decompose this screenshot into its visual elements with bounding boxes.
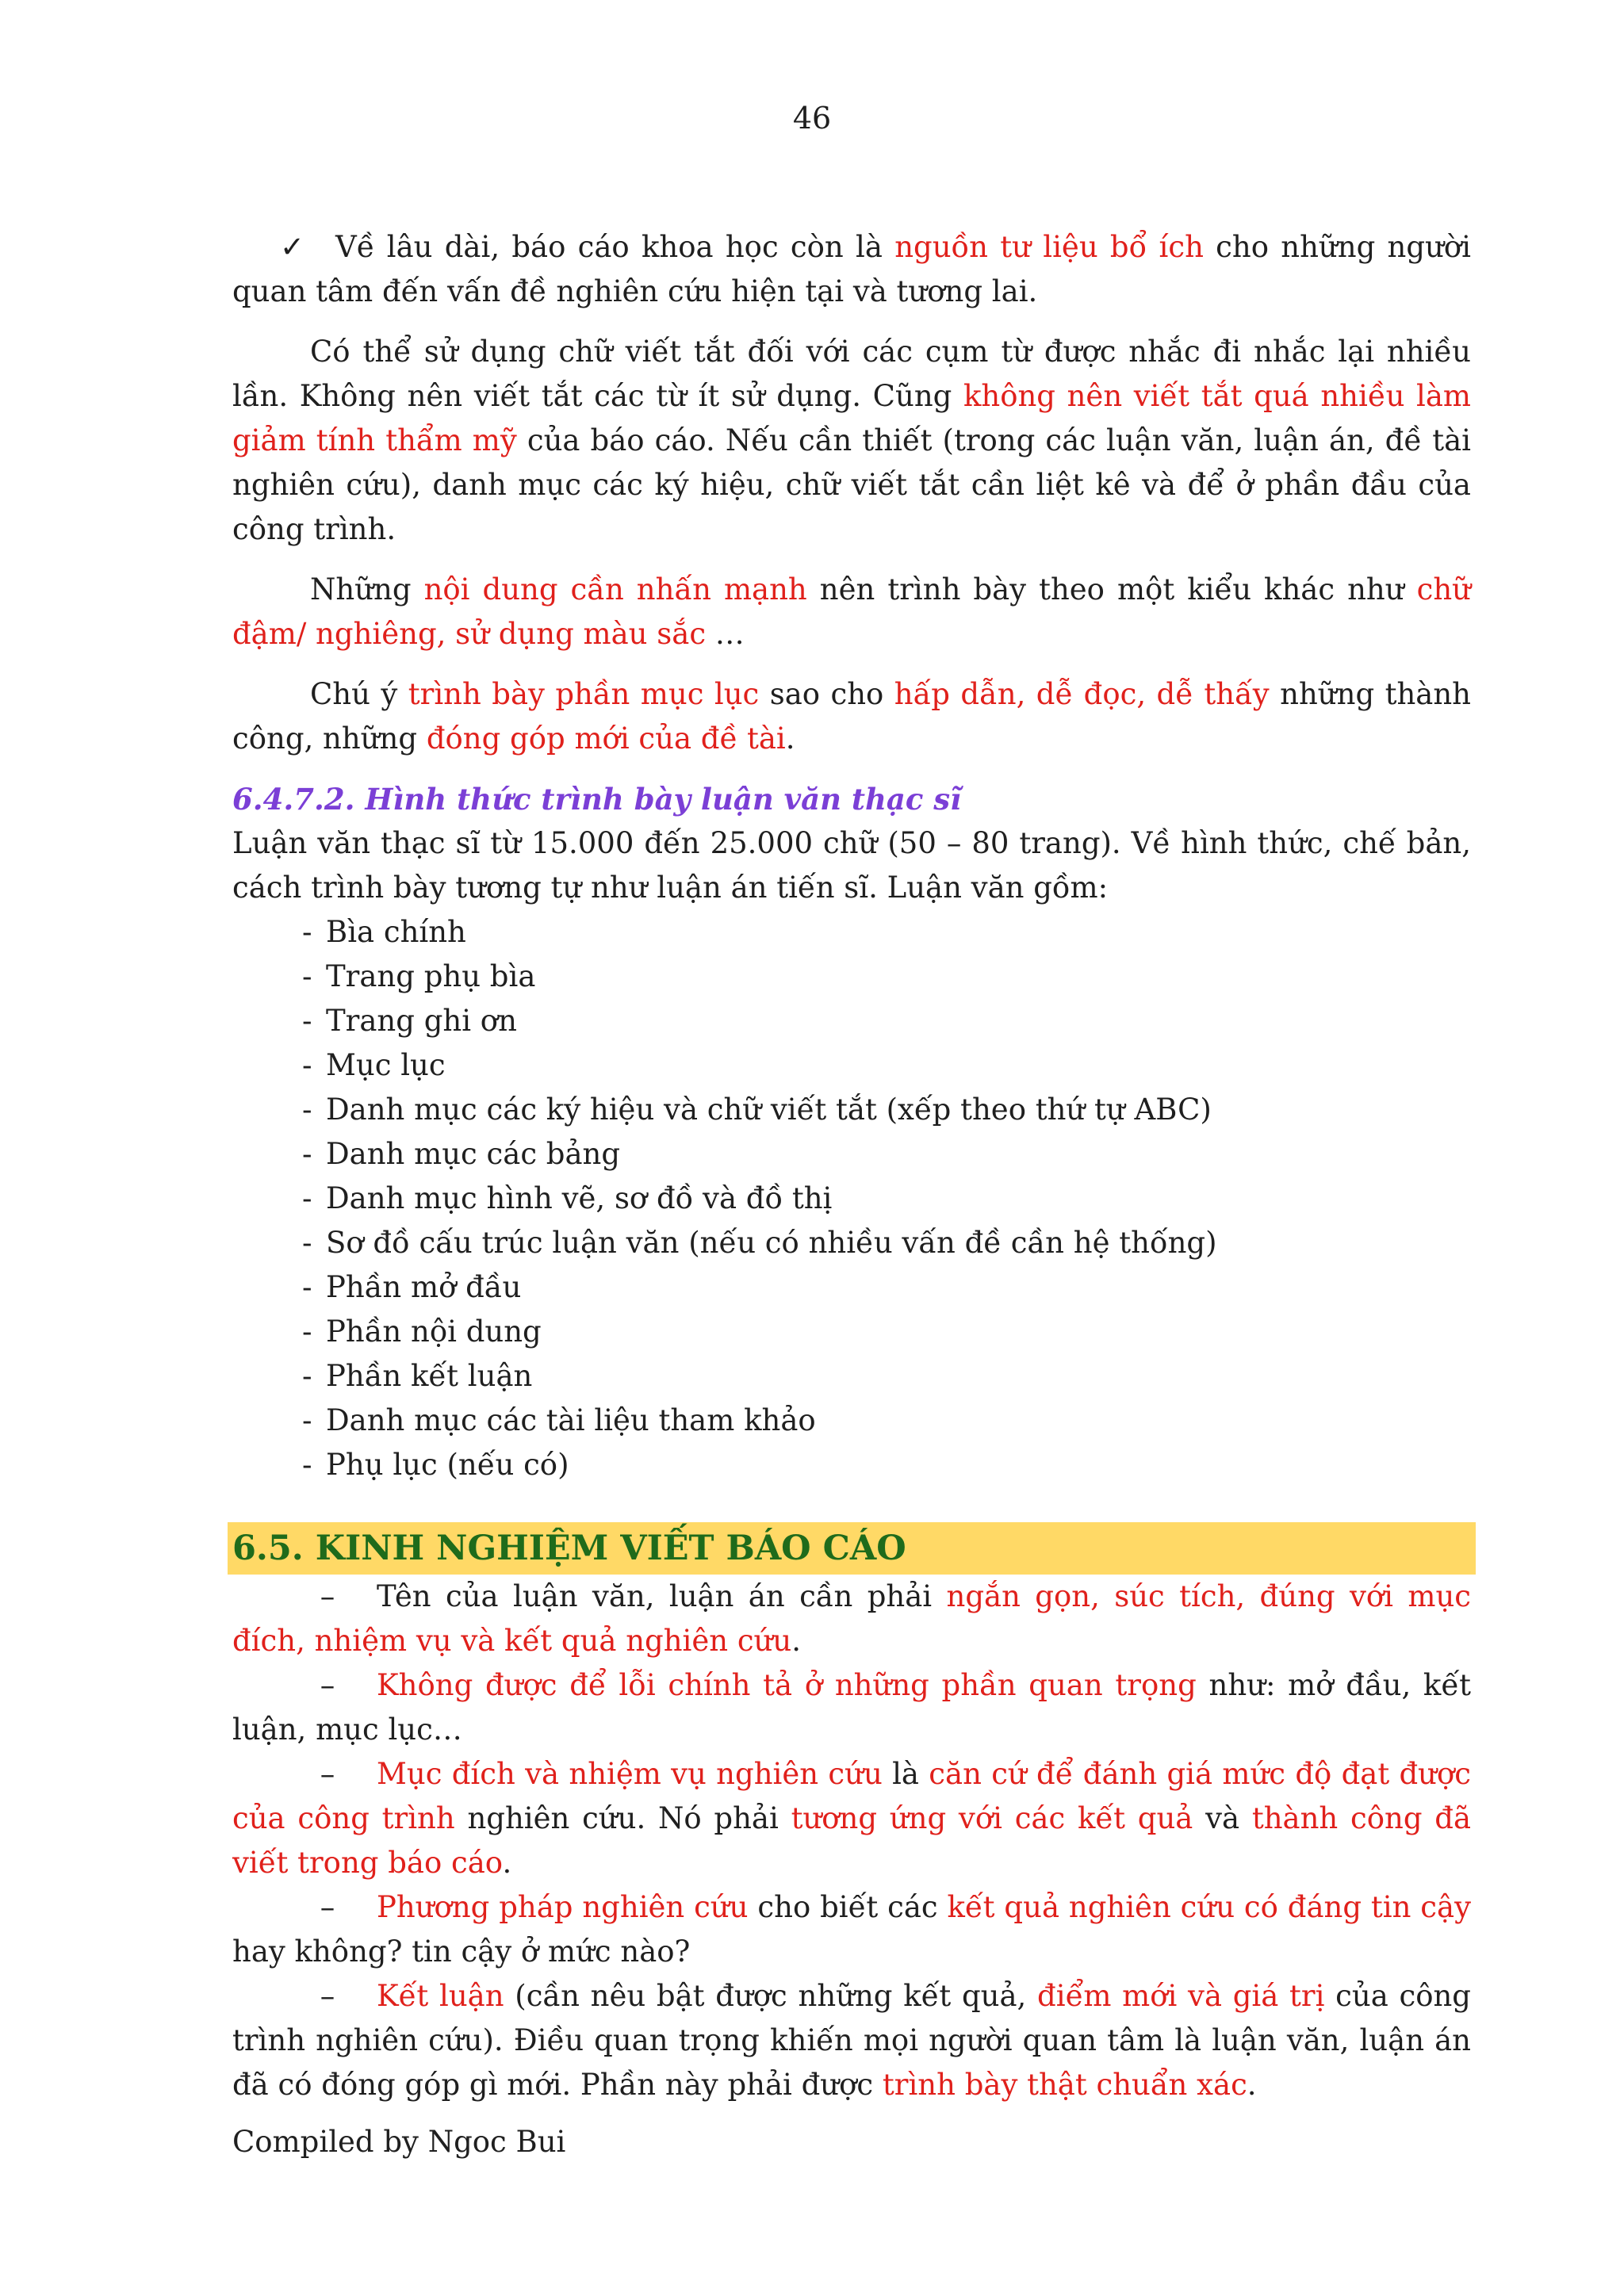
list-item [302, 1399, 1471, 1443]
highlight-span: kết quả nghiên cứu có đáng tin cậy [947, 1890, 1471, 1924]
dash-bullet: - [302, 1137, 312, 1171]
page-footer: Compiled by Ngoc Bui [232, 2125, 566, 2159]
text-span: cho những người quan tâm đến vấn đề nghiên cứu hiện tại và tương lai. [232, 230, 1472, 308]
dash-bullet: - [302, 1270, 312, 1304]
highlight-span: Kết luận [377, 1979, 504, 2013]
dash-bullet: – [320, 1890, 335, 1924]
dash-bullet: – [320, 1579, 335, 1613]
list-item [302, 999, 1471, 1043]
list-item-text: Bìa chính [326, 915, 466, 949]
dash-bullet: - [302, 1093, 312, 1127]
highlight-span: trình bày thật chuẩn xác [882, 2068, 1247, 2102]
list-item-text: Phần nội dung [326, 1314, 542, 1349]
list-item [302, 1354, 1471, 1399]
highlight-span: đóng góp mới của đề tài [426, 721, 786, 756]
section-heading: 6.5. KINH NGHIỆM VIẾT BÁO CÁO [228, 1522, 1476, 1575]
list-item [302, 1177, 1471, 1221]
highlight-span: Không được để lỗi chính tả ở những phần quan trọng [377, 1668, 1197, 1702]
experience-item [232, 1974, 1471, 2107]
highlight-span: nội dung cần nhấn mạnh [423, 572, 807, 607]
list-item-text: Danh mục các bảng [326, 1137, 621, 1171]
dash-bullet: – [320, 1757, 335, 1791]
list-item [302, 1132, 1471, 1177]
highlight-span: ngắn gọn, súc tích, đúng với mục đích, nhiệm vụ và kết quả nghiên cứu [232, 1579, 1471, 1658]
list-item-text: Mục lục [326, 1048, 446, 1082]
text-span: và [1193, 1801, 1252, 1835]
text-span: (cần nêu bật được những kết quả, [504, 1979, 1038, 2013]
dash-bullet: - [302, 1048, 312, 1082]
text-span: Có thể sử dụng chữ viết tắt đối với các cụm từ được nhắc đi nhắc lại nhiều lần. Không nên viết tắt các từ ít sử dụng. Cũng [232, 335, 1471, 413]
subsection-heading: 6.4.7.2. Hình thức trình bày luận văn thạc sĩ [232, 782, 962, 817]
experience-item [232, 1663, 1471, 1752]
dash-bullet: - [302, 1448, 312, 1482]
experience-item [232, 1885, 1471, 1974]
text-span: nên trình bày theo một kiểu khác như [806, 572, 1417, 607]
list-item [302, 1310, 1471, 1354]
text-span: những thành công, những [232, 677, 1472, 756]
highlight-span: Phương pháp nghiên cứu [377, 1890, 749, 1924]
highlight-span: Mục đích và nhiệm vụ nghiên cứu [377, 1757, 883, 1791]
abbreviation-paragraph [232, 330, 1471, 552]
text-span: hay không? tin cậy ở mức nào? [232, 1934, 691, 1969]
text-span: Về lâu dài, báo cáo khoa học còn là [335, 230, 895, 264]
list-item [302, 1221, 1471, 1265]
text-span: như: mở đầu, kết luận, mục lục… [232, 1668, 1471, 1747]
dash-bullet: - [302, 1004, 312, 1038]
text-span: cho biết các [748, 1890, 948, 1924]
text-span: sao cho [759, 677, 894, 711]
highlight-span: thành công đã viết trong báo cáo [232, 1801, 1472, 1880]
dash-bullet: – [320, 1668, 335, 1702]
list-item-text: Sơ đồ cấu trúc luận văn (nếu có nhiều vấn đề cần hệ thống) [326, 1226, 1217, 1260]
text-span: . [1247, 2068, 1257, 2102]
dash-bullet: - [302, 1403, 312, 1437]
list-item-text: Phần mở đầu [326, 1270, 522, 1304]
list-item [302, 910, 1471, 955]
list-item [302, 1265, 1471, 1310]
highlight-span: chữ đậm/ nghiêng, sử dụng màu sắc [232, 572, 1471, 651]
text-span: Những [310, 572, 424, 607]
dash-bullet: - [302, 959, 312, 993]
dash-bullet: – [320, 1979, 335, 2013]
list-item [302, 955, 1471, 999]
list-item-text: Danh mục các ký hiệu và chữ viết tắt (xếp theo thứ tự ABC) [326, 1093, 1212, 1127]
text-span: … [706, 617, 745, 651]
dash-bullet: - [302, 1226, 312, 1260]
text-span: là [882, 1757, 929, 1791]
highlight-span: hấp dẫn, dễ đọc, dễ thấy [894, 677, 1270, 711]
list-item-text: Phụ lục (nếu có) [326, 1448, 569, 1482]
dash-bullet: - [302, 915, 312, 949]
text-span: nghiên cứu. Nó phải [454, 1801, 791, 1835]
list-item-text: Danh mục hình vẽ, sơ đồ và đồ thị [326, 1181, 833, 1215]
dash-bullet: - [302, 1314, 312, 1349]
list-item-text: Danh mục các tài liệu tham khảo [326, 1403, 816, 1437]
list-item-text: Phần kết luận [326, 1359, 533, 1393]
highlight-span: điểm mới và giá trị [1037, 1979, 1325, 2013]
highlight-span: không nên viết tắt quá nhiều làm giảm tính thẩm mỹ [232, 379, 1472, 457]
text-span: . [791, 1624, 802, 1658]
text-span: . [502, 1846, 512, 1880]
check-paragraph [232, 225, 1471, 314]
toc-paragraph [232, 672, 1471, 761]
text-span: Tên của luận văn, luận án cần phải [377, 1579, 947, 1613]
page-number: 46 [792, 101, 832, 136]
list-item [302, 1043, 1471, 1088]
emphasis-paragraph [232, 568, 1471, 656]
thesis-components-list [232, 910, 1471, 1487]
highlight-span: tương ứng với các kết quả [791, 1801, 1193, 1835]
text-span: của báo cáo. Nếu cần thiết (trong các luận văn, luận án, đề tài nghiên cứu), danh mục các ký hiệu, chữ viết tắt cần liệt kê và để ở phần đầu của công trình. [232, 423, 1471, 546]
text-span: Chú ý [310, 677, 408, 711]
list-item [302, 1088, 1471, 1132]
thesis-intro: Luận văn thạc sĩ từ 15.000 đến 25.000 chữ (50 – 80 trang). Về hình thức, chế bản, cách trình bày tương tự như luận án tiến sĩ. Luận văn gồm: [232, 826, 1471, 905]
list-item-text: Trang phụ bìa [326, 959, 536, 993]
page-content [232, 225, 1471, 2107]
dash-bullet: - [302, 1181, 312, 1215]
list-item [302, 1443, 1471, 1487]
text-span: của công trình nghiên cứu). Điều quan trọng khiến mọi người quan tâm là luận văn, luận án đã có đóng góp gì mới. Phần này phải được [232, 1979, 1471, 2102]
list-item-text: Trang ghi ơn [326, 1004, 517, 1038]
highlight-span: căn cứ để đánh giá mức độ đạt được của công trình [232, 1757, 1472, 1835]
check-mark-icon: ✓ [280, 230, 305, 264]
text-span: . [785, 721, 795, 756]
highlight-span: nguồn tư liệu bổ ích [894, 230, 1204, 264]
experience-item [232, 1575, 1471, 1663]
highlight-span: trình bày phần mục lục [408, 677, 760, 711]
experience-item [232, 1752, 1471, 1885]
dash-bullet: - [302, 1359, 312, 1393]
